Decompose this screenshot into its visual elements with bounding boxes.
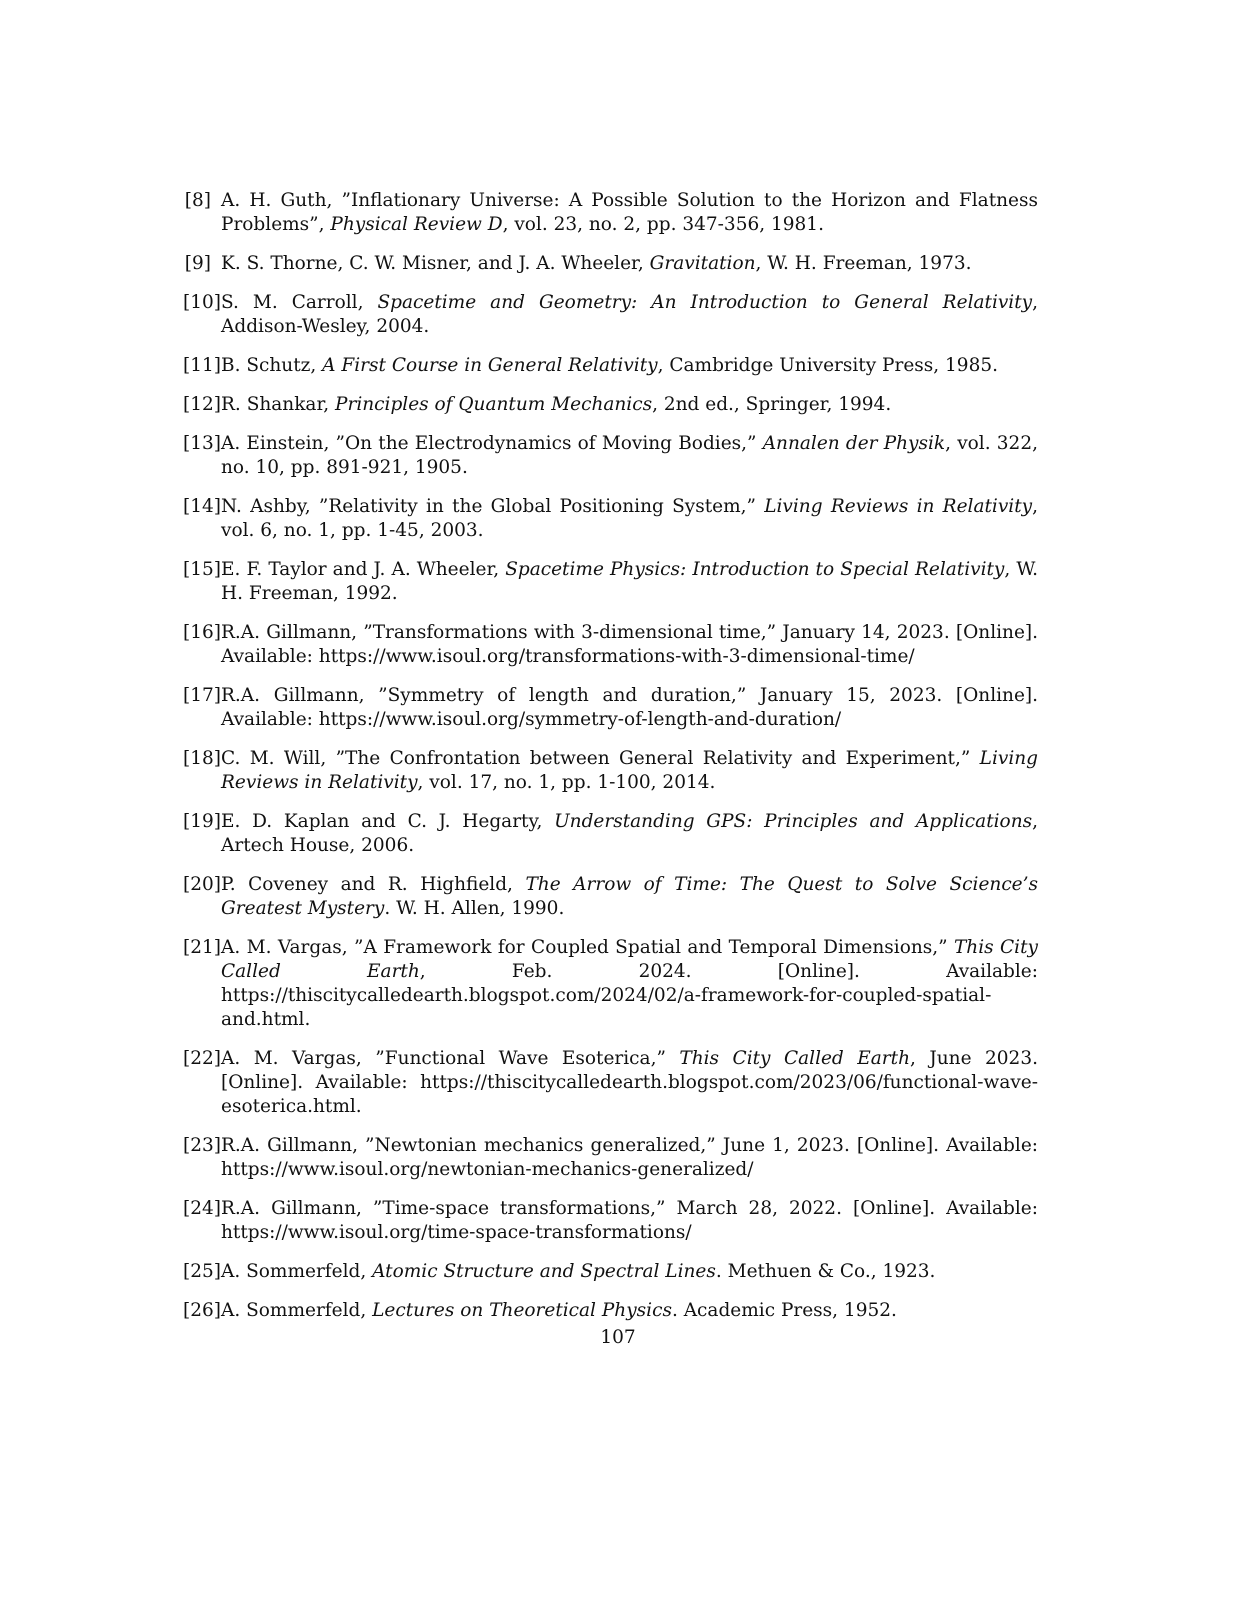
reference-number: [26] [183, 1300, 221, 1321]
reference-text-segment: , vol. 17, no. 1, pp. 1-100, 2014. [417, 772, 716, 793]
reference-text-segment: , Addison-Wesley, 2004. [221, 292, 1039, 337]
reference-text-segment: , June 2023. [Online]. Available: https://thiscitycalledearth.blogspot.com/2023/06/functional-wave-esoterica.html. [221, 1048, 1038, 1117]
reference-text [221, 252, 1038, 276]
reference-text [221, 936, 1038, 1032]
reference-text-segment: , 2nd ed., Springer, 1994. [652, 394, 892, 415]
reference-text-segment: R.A. Gillmann, ”Time-space transformations,” March 28, 2022. [Online]. Available: https://www.isoul.org/time-space-transformations/ [221, 1198, 1038, 1243]
reference-text-segment: . Methuen & Co., 1923. [715, 1261, 936, 1282]
reference-entry [183, 432, 1038, 480]
reference-title-italic: Physical Review D [330, 214, 503, 235]
reference-text-segment: P. Coveney and R. Highfield, [221, 874, 526, 895]
reference-entry [183, 354, 1038, 378]
reference-entry [183, 252, 1038, 276]
reference-text [221, 558, 1038, 606]
reference-list [183, 189, 1038, 1338]
reference-text-segment: , Artech House, 2006. [221, 811, 1038, 856]
reference-entry [183, 684, 1038, 732]
reference-title-italic: Living Reviews in Relativity [221, 748, 1038, 793]
reference-entry [183, 189, 1038, 237]
reference-text [221, 1047, 1038, 1119]
reference-number: [21] [183, 937, 221, 958]
reference-number: [10] [183, 292, 221, 313]
reference-entry [183, 558, 1038, 606]
reference-number: [24] [183, 1198, 221, 1219]
reference-text [221, 873, 1038, 921]
reference-text [221, 810, 1038, 858]
reference-title-italic: This City Called Earth [221, 937, 1038, 982]
reference-text-segment: A. Einstein, ”On the Electrodynamics of Moving Bodies,” [221, 433, 763, 454]
reference-text-segment: R.A. Gillmann, ”Symmetry of length and duration,” January 15, 2023. [Online]. Available: https://www.isoul.org/symmetry-of-length-and-duration/ [221, 685, 1038, 730]
reference-text-segment: C. M. Will, ”The Confrontation between General Relativity and Experiment,” [221, 748, 980, 769]
reference-text-segment: , vol. 322, no. 10, pp. 891-921, 1905. [221, 433, 1038, 478]
reference-text [221, 1134, 1038, 1182]
reference-text-segment: , Cambridge University Press, 1985. [657, 355, 998, 376]
reference-text [221, 1197, 1038, 1245]
reference-entry [183, 1197, 1038, 1245]
reference-number: [23] [183, 1135, 221, 1156]
reference-text-segment: , W. H. Freeman, 1992. [221, 559, 1038, 604]
reference-number: [11] [183, 355, 221, 376]
reference-title-italic: Living Reviews in Relativity [764, 496, 1033, 517]
reference-text [221, 1260, 1038, 1284]
reference-text-segment: , vol. 23, no. 2, pp. 347-356, 1981. [502, 214, 824, 235]
reference-text [221, 432, 1038, 480]
reference-text-segment: A. H. Guth, ”Inflationary Universe: A Possible Solution to the Horizon and Flatness Problems”, [221, 190, 1038, 235]
reference-text-segment: K. S. Thorne, C. W. Misner, and J. A. Wheeler, [221, 253, 650, 274]
reference-text-segment: S. M. Carroll, [221, 292, 378, 313]
reference-text-segment: R.A. Gillmann, ”Newtonian mechanics generalized,” June 1, 2023. [Online]. Available: https://www.isoul.org/newtonian-mechanics-generalized/ [221, 1135, 1038, 1180]
reference-text-segment: , vol. 6, no. 1, pp. 1-45, 2003. [221, 496, 1038, 541]
reference-text-segment: B. Schutz, [221, 355, 323, 376]
reference-number: [16] [183, 622, 221, 643]
reference-text-segment: E. F. Taylor and J. A. Wheeler, [221, 559, 506, 580]
reference-text-segment: N. Ashby, ”Relativity in the Global Positioning System,” [221, 496, 765, 517]
reference-number: [25] [183, 1261, 221, 1282]
reference-entry [183, 1047, 1038, 1119]
reference-text-segment: E. D. Kaplan and C. J. Hegarty, [221, 811, 555, 832]
reference-text [221, 354, 1038, 378]
reference-entry [183, 747, 1038, 795]
reference-text [221, 747, 1038, 795]
reference-number: [20] [183, 874, 221, 895]
reference-entry [183, 1260, 1038, 1284]
reference-text [221, 291, 1038, 339]
reference-text-segment: A. M. Vargas, ”Functional Wave Esoterica,” [221, 1048, 680, 1069]
reference-text-segment: A. Sommerfeld, [221, 1261, 373, 1282]
reference-entry [183, 1134, 1038, 1182]
reference-entry [183, 621, 1038, 669]
reference-text [221, 189, 1038, 237]
reference-text-segment: . Academic Press, 1952. [671, 1300, 897, 1321]
reference-entry [183, 810, 1038, 858]
reference-title-italic: Atomic Structure and Spectral Lines [372, 1261, 716, 1282]
reference-title-italic: The Arrow of Time: The Quest to Solve Science’s Greatest Mystery [221, 874, 1038, 919]
reference-entry [183, 1299, 1038, 1323]
reference-entry [183, 393, 1038, 417]
reference-title-italic: A First Course in General Relativity [322, 355, 658, 376]
reference-text [221, 684, 1038, 732]
reference-text-segment: A. Sommerfeld, [221, 1300, 373, 1321]
reference-title-italic: Annalen der Physik [762, 433, 946, 454]
reference-number: [15] [183, 559, 221, 580]
reference-text [221, 495, 1038, 543]
reference-title-italic: Gravitation [649, 253, 756, 274]
reference-title-italic: Lectures on Theoretical Physics [372, 1300, 672, 1321]
reference-text-segment: , Feb. 2024. [Online]. Available: https://thiscitycalledearth.blogspot.com/2024/02/a-framework-for-coupled-spatial-and.html. [221, 961, 1038, 1030]
reference-entry [183, 873, 1038, 921]
reference-title-italic: Principles of Quantum Mechanics [335, 394, 653, 415]
reference-text-segment: , W. H. Freeman, 1973. [755, 253, 972, 274]
reference-number: [17] [183, 685, 221, 706]
reference-text [221, 621, 1038, 669]
reference-title-italic: Spacetime and Geometry: An Introduction to General Relativity [377, 292, 1033, 313]
reference-text-segment: R. Shankar, [221, 394, 336, 415]
reference-title-italic: Spacetime Physics: Introduction to Special Relativity [505, 559, 1005, 580]
reference-entry [183, 936, 1038, 1032]
reference-entry [183, 291, 1038, 339]
reference-text-segment: A. M. Vargas, ”A Framework for Coupled Spatial and Temporal Dimensions,” [221, 937, 954, 958]
reference-number: [22] [183, 1048, 221, 1069]
reference-number: [12] [183, 394, 221, 415]
reference-entry [183, 495, 1038, 543]
reference-number: [8] [184, 190, 211, 211]
reference-number: [9] [184, 253, 211, 274]
reference-number: [14] [183, 496, 221, 517]
reference-number: [13] [183, 433, 221, 454]
reference-number: [19] [183, 811, 221, 832]
reference-text-segment: R.A. Gillmann, ”Transformations with 3-dimensional time,” January 14, 2023. [Online]. Available: https://www.isoul.org/transformations-with-3-dimensional-time/ [221, 622, 1038, 667]
reference-text [221, 1299, 1038, 1323]
page-number: 107 [600, 1327, 636, 1348]
reference-title-italic: This City Called Earth [679, 1048, 910, 1069]
reference-text-segment: . W. H. Allen, 1990. [384, 898, 565, 919]
reference-title-italic: Understanding GPS: Principles and Applications [554, 811, 1033, 832]
reference-text [221, 393, 1038, 417]
reference-number: [18] [183, 748, 221, 769]
